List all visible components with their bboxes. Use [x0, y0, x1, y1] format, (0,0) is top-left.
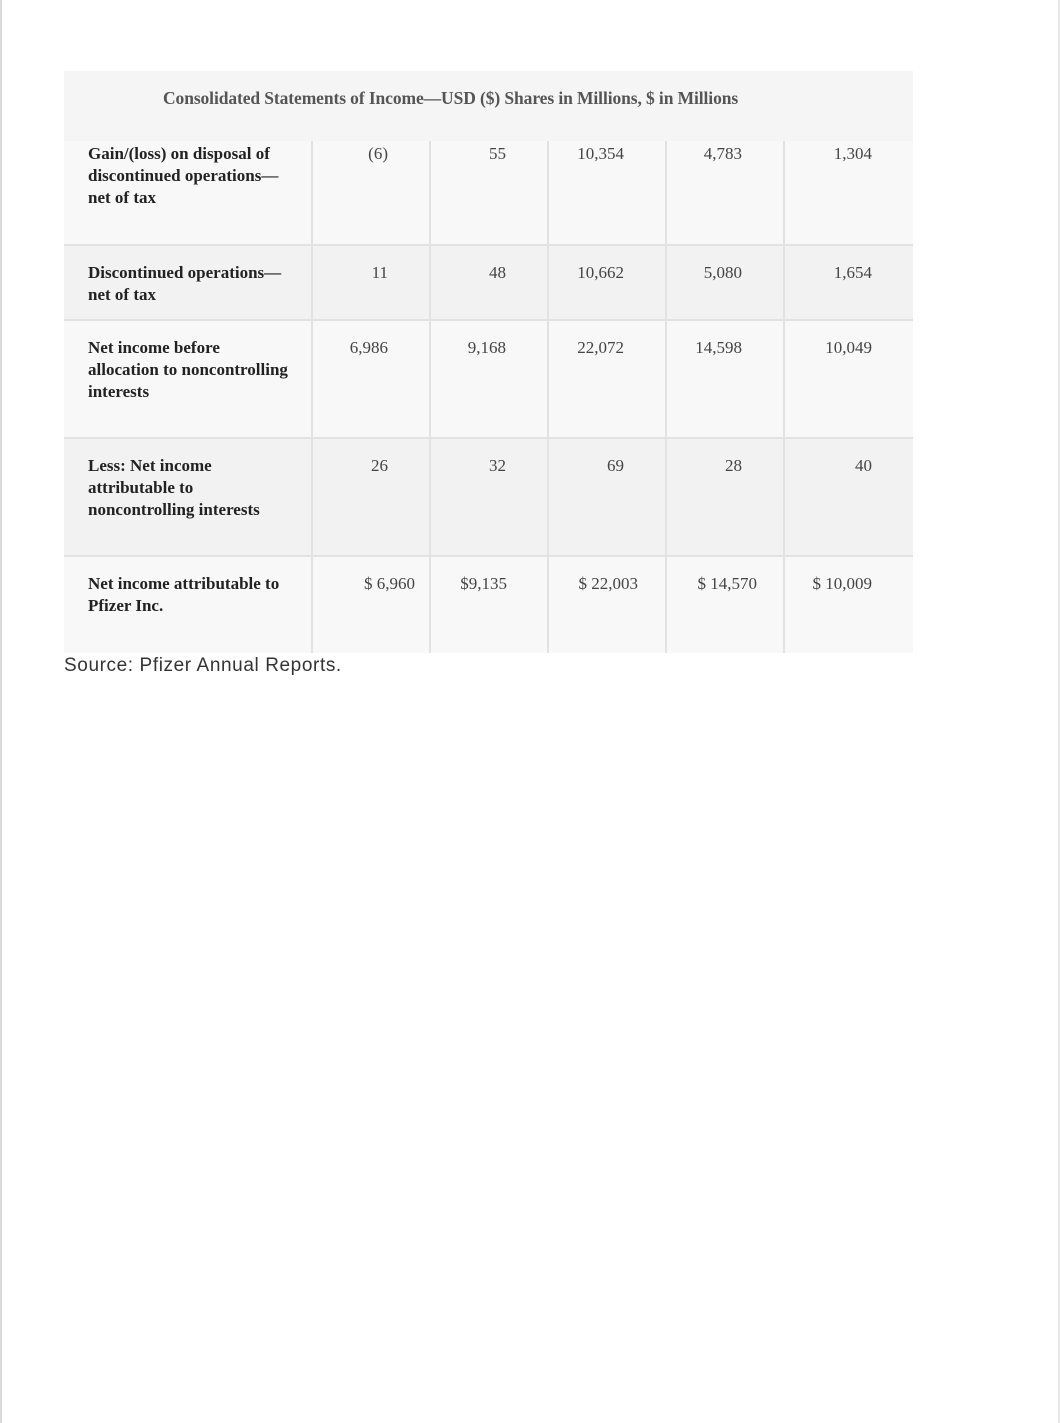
income-statement [64, 71, 913, 653]
table-cell: 10,354 [548, 141, 666, 245]
table-cell: 48 [430, 245, 548, 320]
row-label: Gain/(loss) on disposal of discontinued operations—net of tax [64, 141, 312, 245]
table-row [64, 320, 913, 438]
table-cell: 32 [430, 438, 548, 556]
table-cell: 55 [430, 141, 548, 245]
table-cell: $ 14,570 [666, 556, 784, 653]
table-row [64, 438, 913, 556]
table-cell: 14,598 [666, 320, 784, 438]
table-cell: 40 [784, 438, 913, 556]
table-row [64, 245, 913, 320]
table-row [64, 141, 913, 245]
row-label: Discontinued operations—net of tax [64, 245, 312, 320]
table-cell: 5,080 [666, 245, 784, 320]
table-cell: (6) [312, 141, 430, 245]
table-cell: 10,049 [784, 320, 913, 438]
table-cell: 4,783 [666, 141, 784, 245]
table-cell: 1,654 [784, 245, 913, 320]
row-label: Net income before allocation to noncontrolling interests [64, 320, 312, 438]
income-table [64, 141, 913, 653]
table-cell: 9,168 [430, 320, 548, 438]
table-cell: 28 [666, 438, 784, 556]
row-label: Net income attributable to Pfizer Inc. [64, 556, 312, 653]
statement-title: Consolidated Statements of Income—USD ($) Shares in Millions, $ in Millions [163, 88, 739, 108]
table-cell: $9,135 [430, 556, 548, 653]
table-row [64, 556, 913, 653]
row-label: Less: Net income attributable to noncontrolling interests [64, 438, 312, 556]
table-cell: $ 22,003 [548, 556, 666, 653]
table-cell: 26 [312, 438, 430, 556]
table-cell: $ 10,009 [784, 556, 913, 653]
table-cell: 6,986 [312, 320, 430, 438]
table-cell: $ 6,960 [312, 556, 430, 653]
table-cell: 1,304 [784, 141, 913, 245]
page-edge [0, 0, 2, 1423]
table-cell: 11 [312, 245, 430, 320]
table-cell: 10,662 [548, 245, 666, 320]
source-note: Source: Pfizer Annual Reports. [64, 655, 342, 676]
table-cell: 22,072 [548, 320, 666, 438]
table-cell: 69 [548, 438, 666, 556]
